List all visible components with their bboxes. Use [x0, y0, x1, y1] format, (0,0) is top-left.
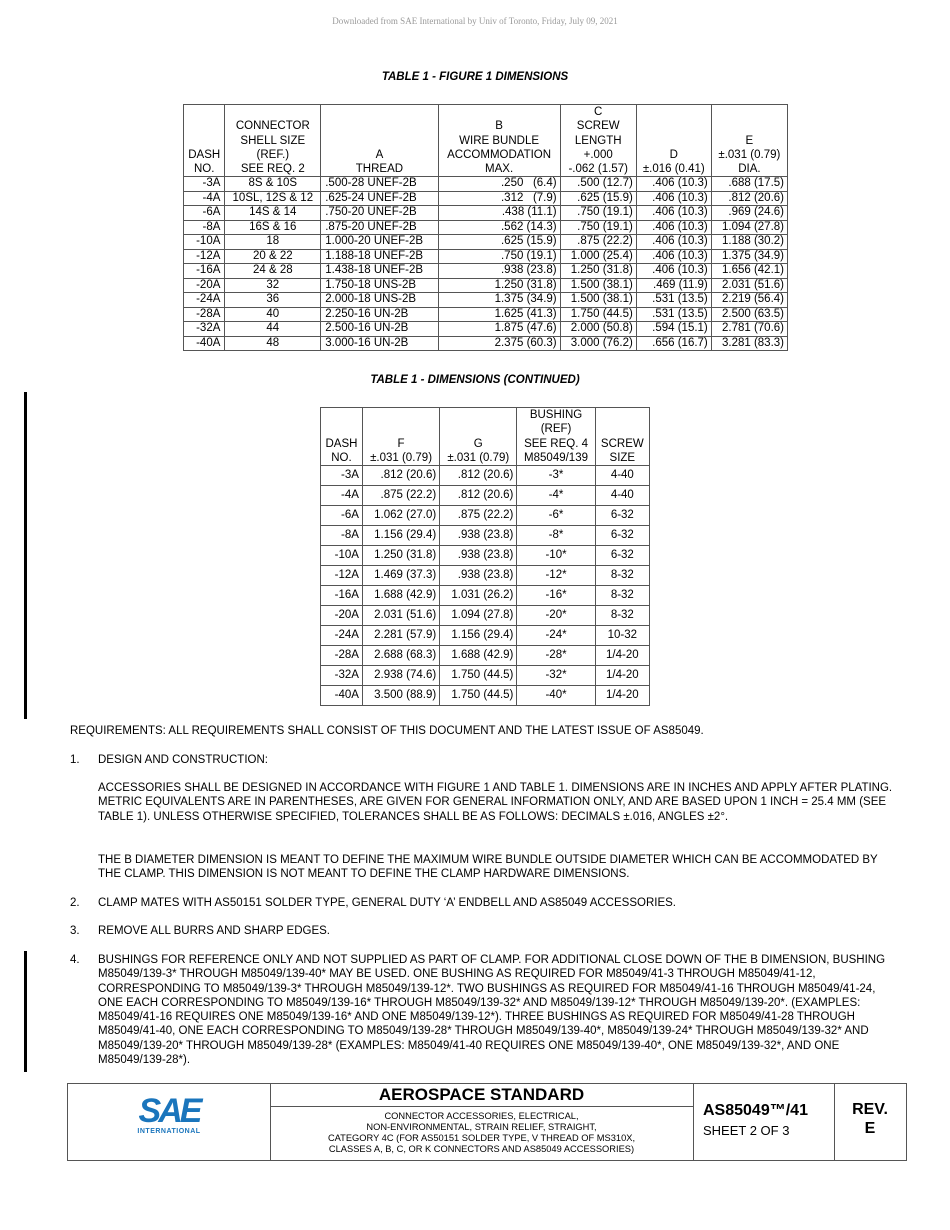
table-cell: -28A — [321, 646, 363, 666]
table-cell: -3* — [517, 466, 595, 486]
table-cell: 3.000 (76.2) — [560, 336, 636, 351]
header-line: BUSHING — [529, 409, 583, 421]
table-cell: 1.188-18 UNEF-2B — [321, 249, 438, 264]
table2-dimensions-continued — [320, 407, 650, 706]
table-cell: .750-20 UNEF-2B — [321, 206, 438, 221]
table-cell: 1.656 (42.1) — [711, 264, 787, 279]
header-line: ±.016 (0.41) — [642, 163, 705, 176]
table-cell: .531 (13.5) — [636, 293, 711, 308]
table-cell: -40* — [517, 686, 595, 706]
table-cell: -4* — [517, 486, 595, 506]
table-cell: -3A — [321, 466, 363, 486]
table-cell: -10* — [517, 546, 595, 566]
column-header — [595, 408, 649, 466]
table-cell: 1.625 (41.3) — [438, 307, 560, 322]
table-cell: 1.469 (37.3) — [362, 566, 439, 586]
table-cell: 8S & 10S — [225, 177, 321, 192]
table-row — [321, 546, 650, 566]
table-cell: -32A — [321, 666, 363, 686]
table-cell: -20A — [321, 606, 363, 626]
table-cell: 4-40 — [595, 486, 649, 506]
table-row — [184, 322, 788, 337]
table-cell: 24 & 28 — [225, 264, 321, 279]
table-cell: .406 (10.3) — [636, 264, 711, 279]
table-cell: 1.750 (44.5) — [440, 666, 517, 686]
title-block — [67, 1083, 907, 1161]
table-cell: .656 (16.7) — [636, 336, 711, 351]
table-cell: 1.156 (29.4) — [362, 526, 439, 546]
table-row — [184, 249, 788, 264]
table-cell: .469 (11.9) — [636, 278, 711, 293]
table-cell: -28A — [184, 307, 225, 322]
table-cell: .938 (23.8) — [440, 566, 517, 586]
table-cell: .406 (10.3) — [636, 220, 711, 235]
header-line: CONNECTOR — [235, 120, 310, 133]
table-cell: 1.688 (42.9) — [440, 646, 517, 666]
table-cell: 14S & 14 — [225, 206, 321, 221]
table-cell: 1/4-20 — [595, 646, 649, 666]
column-header — [438, 105, 560, 177]
table-cell: 1.031 (26.2) — [440, 586, 517, 606]
sheet-number: SHEET 2 OF 3 — [703, 1123, 790, 1138]
table-cell: .750 (19.1) — [560, 206, 636, 221]
table-row — [184, 293, 788, 308]
description-line: CONNECTOR ACCESSORIES, ELECTRICAL, — [384, 1111, 579, 1121]
table-row — [321, 646, 650, 666]
table-cell: .438 (11.1) — [438, 206, 560, 221]
item-text: REMOVE ALL BURRS AND SHARP EDGES. — [98, 925, 330, 937]
item-number: 3. — [70, 925, 80, 937]
table-cell: 8-32 — [595, 566, 649, 586]
table-cell: -8* — [517, 526, 595, 546]
header-line: (REF) — [540, 423, 572, 436]
header-line: DASH — [188, 148, 221, 161]
table-cell: 2.219 (56.4) — [711, 293, 787, 308]
table-row — [184, 278, 788, 293]
standard-title: AEROSPACE STANDARD — [270, 1084, 693, 1107]
table-cell: .406 (10.3) — [636, 177, 711, 192]
table-cell: -10A — [184, 235, 225, 250]
table-cell: -8A — [321, 526, 363, 546]
table-cell: -32* — [517, 666, 595, 686]
table-cell: 10-32 — [595, 626, 649, 646]
header-line: SHELL SIZE — [240, 134, 306, 147]
item-paragraph: THE B DIAMETER DIMENSION IS MEANT TO DEFINE THE MAXIMUM WIRE BUNDLE OUTSIDE DIAMETER WHICH CAN BE ACCOMMODATED BY THE CLAMP. THIS DIMENSION IS NOT MEANT TO DEFINE THE CLAMP HARDWARE DIMENSIONS. — [98, 854, 878, 881]
table-cell: -12* — [517, 566, 595, 586]
table-cell: 1.000 (25.4) — [560, 249, 636, 264]
table-cell: 2.938 (74.6) — [362, 666, 439, 686]
table-cell: 1.000-20 UNEF-2B — [321, 235, 438, 250]
table-cell: -4A — [184, 191, 225, 206]
table-row — [184, 336, 788, 351]
download-note: Downloaded from SAE International by Univ of Toronto, Friday, July 09, 2021 — [332, 16, 618, 26]
table-cell: .594 (15.1) — [636, 322, 711, 337]
header-line: +.000 — [583, 148, 613, 161]
header-line: SEE REQ. 4 — [524, 437, 588, 450]
column-header — [560, 105, 636, 177]
table-cell: 10SL, 12S & 12 — [225, 191, 321, 206]
table-cell: .750 (19.1) — [560, 220, 636, 235]
table-cell: 2.281 (57.9) — [362, 626, 439, 646]
table-cell: 3.281 (83.3) — [711, 336, 787, 351]
table-row — [184, 264, 788, 279]
table-cell: 48 — [225, 336, 321, 351]
table-cell: 1.500 (38.1) — [560, 278, 636, 293]
table-cell: -12A — [184, 249, 225, 264]
table-cell: 18 — [225, 235, 321, 250]
table-cell: 1.688 (42.9) — [362, 586, 439, 606]
table-cell: 44 — [225, 322, 321, 337]
item-paragraph: ACCESSORIES SHALL BE DESIGNED IN ACCORDANCE WITH FIGURE 1 AND TABLE 1. DIMENSIONS ARE IN INCHES AND APPLY AFTER PLATING. METRIC EQUIVALENTS ARE IN PARENTHESES, ARE GIVEN FOR GENERAL INFORMATION ONLY, AND ARE BASED UPON 1 INCH = 25.4 MM (SEE TABLE 1). UNLESS OTHERWISE SPECIFIED, TOLERANCES SHALL BE AS FOLLOWS: DECIMALS ±.016, ANGLES ±2°. — [98, 782, 893, 823]
item-number: 4. — [70, 954, 80, 966]
table-row — [321, 606, 650, 626]
table-cell: 1/4-20 — [595, 686, 649, 706]
header-line: (REF.) — [256, 148, 290, 161]
table-cell: -10A — [321, 546, 363, 566]
table-row — [184, 235, 788, 250]
table-row — [321, 486, 650, 506]
doc-number: AS85049™/41 — [703, 1102, 808, 1119]
table-cell: -20A — [184, 278, 225, 293]
header-line: SIZE — [609, 451, 636, 464]
table-cell: 2.375 (60.3) — [438, 336, 560, 351]
revision-cell — [834, 1084, 906, 1160]
title-cell — [270, 1084, 694, 1160]
table-cell: .406 (10.3) — [636, 206, 711, 221]
header-line: ±.031 (0.79) — [447, 451, 510, 464]
header-line: ACCOMMODATION — [447, 148, 552, 161]
table-cell: .938 (23.8) — [438, 264, 560, 279]
standard-description — [270, 1107, 693, 1155]
table-cell: -24A — [321, 626, 363, 646]
table-cell: 1.375 (34.9) — [711, 249, 787, 264]
table-cell: -6A — [184, 206, 225, 221]
item-heading: DESIGN AND CONSTRUCTION: — [98, 754, 268, 766]
column-header — [362, 408, 439, 466]
table-cell: .812 (20.6) — [440, 486, 517, 506]
item-number: 1. — [70, 754, 80, 766]
table-cell: -6* — [517, 506, 595, 526]
header-line: THREAD — [355, 163, 404, 176]
description-line: NON-ENVIRONMENTAL, STRAIN RELIEF, STRAIGHT, — [366, 1122, 597, 1132]
table-row — [321, 526, 650, 546]
table-cell: 1.375 (34.9) — [438, 293, 560, 308]
table-cell: -16A — [321, 586, 363, 606]
table-cell: 1.500 (38.1) — [560, 293, 636, 308]
header-line: G — [473, 437, 483, 450]
table-cell: -24* — [517, 626, 595, 646]
item-text: CLAMP MATES WITH AS50151 SOLDER TYPE, GENERAL DUTY ‘A’ ENDBELL AND AS85049 ACCESSORIES. — [98, 897, 676, 909]
table-cell: -6A — [321, 506, 363, 526]
table-cell: -12A — [321, 566, 363, 586]
table-cell: 1.250 (31.8) — [560, 264, 636, 279]
table-cell: 40 — [225, 307, 321, 322]
table-cell: .531 (13.5) — [636, 307, 711, 322]
doc-number-cell — [693, 1084, 835, 1160]
table-row — [321, 626, 650, 646]
column-header — [711, 105, 787, 177]
column-header — [225, 105, 321, 177]
table-row — [184, 191, 788, 206]
table-cell: 2.688 (68.3) — [362, 646, 439, 666]
column-header — [321, 105, 438, 177]
header-line: SEE REQ. 2 — [240, 163, 305, 176]
header-line: WIRE BUNDLE — [459, 134, 540, 147]
table-cell: .562 (14.3) — [438, 220, 560, 235]
table-cell: 2.000-18 UNS-2B — [321, 293, 438, 308]
column-header — [440, 408, 517, 466]
table-cell: 1/4-20 — [595, 666, 649, 686]
table-cell: 6-32 — [595, 526, 649, 546]
table-row — [321, 666, 650, 686]
item-text: BUSHINGS FOR REFERENCE ONLY AND NOT SUPPLIED AS PART OF CLAMP. FOR ADDITIONAL CLOSE DOWN OF THE B DIMENSION, BUSHING M85049/139-3* THROUGH M85049/139-40* MAY BE USED. ONE BUSHING AS REQUIRED FOR M85049/41-3 THROUGH M85049/41-12, CORRESPONDING TO M85049/139-3* THROUGH M85049/139-12*. TWO BUSHINGS AS REQUIRED FOR M85049/41-16 THROUGH M85049/41-24, ONE EACH CORRESPONDING TO M85049/139-16* THROUGH M85049/139-32* AND M85049/139-12* THROUGH M85049/139-20*. (EXAMPLES: M85049/41-16 REQUIRES ONE M85049/139-16* AND ONE M85049/139-12*). THREE BUSHINGS AS REQUIRED FOR M85049/41-28 THROUGH M85049/41-40, ONE EACH CORRESPONDING TO M85049/139-28* THROUGH M85049/139-40*, M85049/139-24* THROUGH M85049/139-32* AND M85049/139-20* THROUGH M85049/139-28* (EXAMPLES: M85049/41-40 REQUIRES ONE M85049/139-40*, ONE M85049/139-32*, AND ONE M85049/139-28*). — [98, 954, 886, 1067]
item-number: 2. — [70, 897, 80, 909]
table-cell: -28* — [517, 646, 595, 666]
table-cell: 2.031 (51.6) — [362, 606, 439, 626]
table-cell: 2.781 (70.6) — [711, 322, 787, 337]
table-cell: .875 (22.2) — [560, 235, 636, 250]
table-cell: 1.188 (30.2) — [711, 235, 787, 250]
table-cell: -4A — [321, 486, 363, 506]
table-cell: 2.500-16 UN-2B — [321, 322, 438, 337]
table-cell: -16* — [517, 586, 595, 606]
table-cell: -16A — [184, 264, 225, 279]
table-cell: -20* — [517, 606, 595, 626]
requirements-intro: REQUIREMENTS: ALL REQUIREMENTS SHALL CONSIST OF THIS DOCUMENT AND THE LATEST ISSUE OF AS85049. — [70, 725, 704, 737]
table-cell: .938 (23.8) — [440, 546, 517, 566]
table-row — [321, 466, 650, 486]
table-row — [321, 586, 650, 606]
table-cell: 3.000-16 UN-2B — [321, 336, 438, 351]
table-cell: .406 (10.3) — [636, 235, 711, 250]
table-cell: .812 (20.6) — [362, 466, 439, 486]
column-header — [517, 408, 595, 466]
table-cell: 8-32 — [595, 606, 649, 626]
table-cell: .812 (20.6) — [711, 191, 787, 206]
table-cell: .875 (22.2) — [362, 486, 439, 506]
header-line: SCREW — [600, 437, 644, 450]
table-cell: .750 (19.1) — [438, 249, 560, 264]
table-cell: 1.250 (31.8) — [438, 278, 560, 293]
table-row — [184, 307, 788, 322]
table-row — [184, 177, 788, 192]
table-cell: 1.750 (44.5) — [560, 307, 636, 322]
table-row — [321, 506, 650, 526]
table-cell: 4-40 — [595, 466, 649, 486]
table1-title: TABLE 1 - FIGURE 1 DIMENSIONS — [381, 71, 569, 83]
table-row — [184, 206, 788, 221]
table-cell: .875 (22.2) — [440, 506, 517, 526]
table-cell: 1.062 (27.0) — [362, 506, 439, 526]
table-row — [321, 566, 650, 586]
table-cell: 1.750-18 UNS-2B — [321, 278, 438, 293]
table-row — [184, 220, 788, 235]
table-cell: 1.250 (31.8) — [362, 546, 439, 566]
description-line: CLASSES A, B, C, OR K CONNECTORS AND AS85049 ACCESSORIES) — [328, 1144, 635, 1154]
header-line: NO. — [331, 451, 352, 464]
table-cell: 1.438-18 UNEF-2B — [321, 264, 438, 279]
table-cell: .625-24 UNEF-2B — [321, 191, 438, 206]
header-line: B — [495, 120, 503, 133]
table-cell: 32 — [225, 278, 321, 293]
table-cell: .875-20 UNEF-2B — [321, 220, 438, 235]
column-header — [636, 105, 711, 177]
rev-label: REV. — [852, 1101, 888, 1118]
table1-dimensions — [183, 104, 788, 351]
table-cell: .500 (12.7) — [560, 177, 636, 192]
table-cell: 2.031 (51.6) — [711, 278, 787, 293]
column-header — [184, 105, 225, 177]
table-cell: .406 (10.3) — [636, 191, 711, 206]
table-row — [321, 686, 650, 706]
table-cell: 1.875 (47.6) — [438, 322, 560, 337]
table-cell: .688 (17.5) — [711, 177, 787, 192]
header-line: SCREW — [576, 120, 620, 133]
header-line: F — [397, 437, 405, 450]
table-cell: .938 (23.8) — [440, 526, 517, 546]
logo-cell — [68, 1084, 271, 1160]
table-cell: 1.750 (44.5) — [440, 686, 517, 706]
header-line: ±.031 (0.79) — [370, 451, 433, 464]
revision-bar — [24, 951, 27, 1072]
rev-value: E — [864, 1120, 876, 1137]
header-line: ±.031 (0.79) — [718, 148, 781, 161]
table-cell: -3A — [184, 177, 225, 192]
revision-bar — [24, 392, 27, 719]
table-cell: 6-32 — [595, 546, 649, 566]
sae-logo — [136, 1094, 202, 1135]
header-line: D — [669, 148, 678, 161]
sae-logo-mark: SAE — [138, 1092, 200, 1130]
description-line: CATEGORY 4C (FOR AS50151 SOLDER TYPE, V THREAD OF MS310X, — [327, 1133, 636, 1143]
table-cell: 3.500 (88.9) — [362, 686, 439, 706]
column-header — [321, 408, 363, 466]
table-cell: .500-28 UNEF-2B — [321, 177, 438, 192]
table-cell: 1.094 (27.8) — [711, 220, 787, 235]
table-cell: .312 (7.9) — [438, 191, 560, 206]
header-line: A — [375, 148, 384, 161]
header-line: E — [745, 134, 754, 147]
table-cell: .969 (24.6) — [711, 206, 787, 221]
table-cell: 6-32 — [595, 506, 649, 526]
table-cell: -24A — [184, 293, 225, 308]
table-cell: 2.000 (50.8) — [560, 322, 636, 337]
sae-logo-sub: INTERNATIONAL — [137, 1128, 201, 1135]
table-cell: 36 — [225, 293, 321, 308]
table-cell: .250 (6.4) — [438, 177, 560, 192]
table-cell: 1.094 (27.8) — [440, 606, 517, 626]
table-cell: 8-32 — [595, 586, 649, 606]
table-cell: 2.250-16 UN-2B — [321, 307, 438, 322]
header-line: M85049/139 — [524, 451, 588, 464]
header-line: NO. — [193, 163, 215, 176]
table-cell: 2.500 (63.5) — [711, 307, 787, 322]
table-cell: 20 & 22 — [225, 249, 321, 264]
table-cell: .625 (15.9) — [560, 191, 636, 206]
header-line: C — [594, 106, 603, 118]
table-cell: .406 (10.3) — [636, 249, 711, 264]
table-cell: -8A — [184, 220, 225, 235]
table2-title: TABLE 1 - DIMENSIONS (CONTINUED) — [370, 374, 580, 386]
table-cell: .625 (15.9) — [438, 235, 560, 250]
table-cell: 16S & 16 — [225, 220, 321, 235]
table-cell: 1.156 (29.4) — [440, 626, 517, 646]
table-cell: -40A — [321, 686, 363, 706]
table-cell: -32A — [184, 322, 225, 337]
header-line: DASH — [325, 437, 358, 450]
header-line: LENGTH — [574, 134, 622, 147]
header-line: -.062 (1.57) — [568, 163, 628, 176]
header-line: DIA. — [738, 163, 761, 176]
table-cell: -40A — [184, 336, 225, 351]
header-line: MAX. — [485, 163, 514, 176]
table-cell: .812 (20.6) — [440, 466, 517, 486]
